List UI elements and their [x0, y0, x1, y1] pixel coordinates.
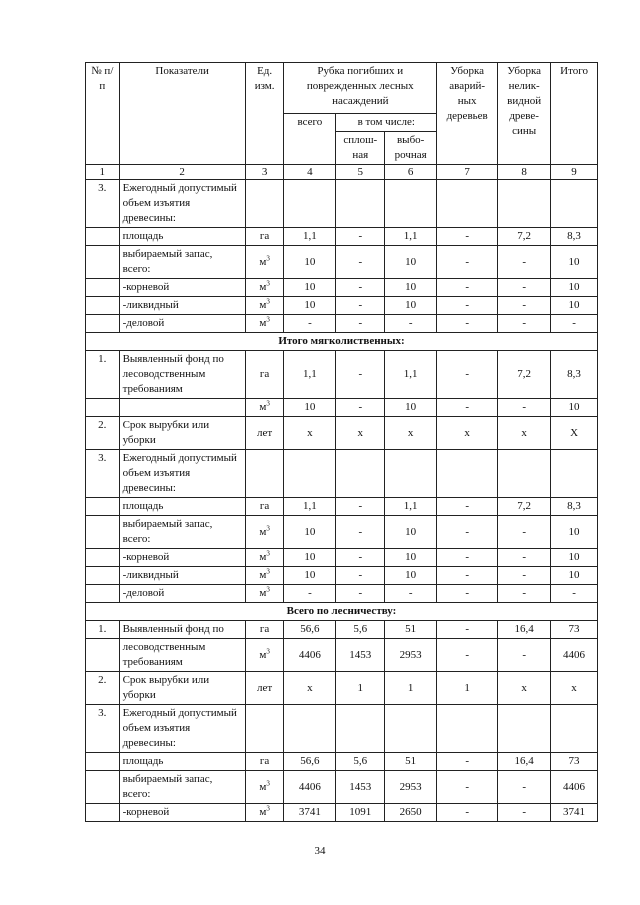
value-cell — [284, 180, 336, 228]
section-title: Всего по лесничеству: — [86, 603, 598, 621]
value-cell: 2650 — [385, 804, 437, 822]
header-unit: Ед. изм. — [245, 63, 284, 165]
row-unit — [245, 621, 284, 639]
row-label: -ликвидный — [119, 567, 245, 585]
value-cell: - — [284, 315, 336, 333]
value-cell: - — [498, 279, 551, 297]
value-cell: - — [284, 585, 336, 603]
table-row — [86, 804, 598, 822]
value-cell: 10 — [284, 297, 336, 315]
value-cell: - — [498, 639, 551, 672]
value-cell: 1453 — [336, 771, 385, 804]
unit-superscript: 3 — [266, 585, 270, 594]
value-cell: 73 — [551, 753, 598, 771]
value-cell: 51 — [385, 621, 437, 639]
value-cell: - — [551, 315, 598, 333]
unit-text: м — [259, 525, 267, 538]
row-number — [86, 771, 120, 804]
value-cell: - — [336, 297, 385, 315]
row-unit — [245, 228, 284, 246]
value-cell — [336, 180, 385, 228]
unit-text: га — [259, 368, 270, 380]
value-cell: 4406 — [284, 639, 336, 672]
header-emergency: Уборка аварий-ных деревьев — [437, 63, 498, 165]
row-unit — [245, 297, 284, 315]
column-number-cell: 7 — [437, 165, 498, 180]
column-number-cell: 8 — [498, 165, 551, 180]
value-cell: 10 — [551, 567, 598, 585]
table-row — [86, 567, 598, 585]
value-cell: - — [498, 315, 551, 333]
unit-superscript: 3 — [266, 778, 270, 787]
value-cell: 4406 — [284, 771, 336, 804]
value-cell: 1453 — [336, 639, 385, 672]
unit-text: га — [259, 755, 270, 767]
value-cell — [284, 705, 336, 753]
value-cell: - — [498, 549, 551, 567]
value-cell: х — [498, 672, 551, 705]
unit-superscript: 3 — [266, 549, 270, 558]
row-label: -корневой — [119, 279, 245, 297]
forest-table — [85, 62, 598, 822]
value-cell: 5,6 — [336, 753, 385, 771]
value-cell — [385, 180, 437, 228]
page-number: 34 — [314, 845, 326, 857]
header-indicators: Показатели — [119, 63, 245, 165]
value-cell: - — [498, 399, 551, 417]
value-cell: 2953 — [385, 639, 437, 672]
row-number — [86, 228, 120, 246]
value-cell: 10 — [385, 297, 437, 315]
row-number — [86, 399, 120, 417]
row-unit — [245, 567, 284, 585]
value-cell: 10 — [385, 567, 437, 585]
value-cell: - — [385, 315, 437, 333]
value-cell: 10 — [551, 516, 598, 549]
value-cell: 1 — [385, 672, 437, 705]
row-label: -деловой — [119, 585, 245, 603]
value-cell: 10 — [385, 279, 437, 297]
row-number — [86, 639, 120, 672]
value-cell — [336, 450, 385, 498]
table-header — [86, 63, 598, 180]
header-total: Итого — [551, 63, 598, 165]
value-cell: - — [437, 498, 498, 516]
table-row — [86, 621, 598, 639]
value-cell: - — [336, 246, 385, 279]
table-row — [86, 246, 598, 279]
value-cell: х — [284, 672, 336, 705]
value-cell — [551, 180, 598, 228]
row-unit — [245, 246, 284, 279]
row-unit — [245, 180, 284, 228]
unit-superscript: 3 — [266, 804, 270, 813]
row-label: -корневой — [119, 804, 245, 822]
value-cell: 73 — [551, 621, 598, 639]
value-cell: 1,1 — [385, 498, 437, 516]
value-cell: 1,1 — [284, 498, 336, 516]
row-number: 3. — [86, 450, 120, 498]
table-row — [86, 417, 598, 450]
unit-text: м — [259, 806, 267, 818]
value-cell: - — [437, 399, 498, 417]
column-number-cell: 1 — [86, 165, 120, 180]
value-cell: - — [498, 567, 551, 585]
row-number: 3. — [86, 180, 120, 228]
row-number — [86, 516, 120, 549]
unit-superscript: 3 — [266, 523, 270, 532]
row-unit — [245, 705, 284, 753]
row-label: выбираемый запас, всего: — [119, 246, 245, 279]
value-cell — [385, 705, 437, 753]
unit-text: м — [259, 255, 267, 268]
unit-text: м — [259, 317, 267, 329]
value-cell: - — [336, 585, 385, 603]
row-label: лесоводственным требованиям — [119, 639, 245, 672]
row-number — [86, 279, 120, 297]
row-unit — [245, 399, 284, 417]
value-cell: - — [437, 804, 498, 822]
value-cell: 10 — [284, 246, 336, 279]
value-cell — [437, 180, 498, 228]
header-total-felling: всего — [284, 114, 336, 165]
row-label: Выявленный фонд по лесоводственным требованиям — [119, 351, 245, 399]
value-cell: 10 — [551, 279, 598, 297]
row-label: площадь — [119, 228, 245, 246]
value-cell: 10 — [385, 399, 437, 417]
value-cell: - — [336, 315, 385, 333]
value-cell: 10 — [284, 549, 336, 567]
value-cell: 3741 — [284, 804, 336, 822]
value-cell — [437, 705, 498, 753]
value-cell: Х — [551, 417, 598, 450]
value-cell: 7,2 — [498, 351, 551, 399]
row-number — [86, 804, 120, 822]
unit-text: м — [259, 569, 267, 581]
table-row — [86, 180, 598, 228]
value-cell: 16,4 — [498, 621, 551, 639]
value-cell: х — [336, 417, 385, 450]
value-cell: 8,3 — [551, 351, 598, 399]
value-cell: 5,6 — [336, 621, 385, 639]
unit-text: м — [259, 281, 267, 293]
row-number: 2. — [86, 417, 120, 450]
row-number — [86, 753, 120, 771]
row-label: Ежегодный допустимый объем изъятия древесины: — [119, 180, 245, 228]
row-unit — [245, 804, 284, 822]
value-cell: - — [336, 399, 385, 417]
value-cell: 1,1 — [385, 228, 437, 246]
value-cell: - — [437, 639, 498, 672]
value-cell — [551, 450, 598, 498]
value-cell: - — [336, 351, 385, 399]
table-row — [86, 228, 598, 246]
unit-superscript: 3 — [266, 399, 270, 408]
value-cell: - — [498, 804, 551, 822]
row-label: Ежегодный допустимый объем изъятия древесины: — [119, 450, 245, 498]
value-cell — [498, 180, 551, 228]
unit-superscript: 3 — [266, 253, 270, 262]
section-title: Итого мягколиственных: — [86, 333, 598, 351]
table-row — [86, 399, 598, 417]
value-cell: - — [437, 549, 498, 567]
value-cell: 10 — [551, 297, 598, 315]
column-number-cell: 2 — [119, 165, 245, 180]
unit-text: га — [259, 623, 270, 635]
table-row — [86, 705, 598, 753]
row-number — [86, 246, 120, 279]
value-cell: 10 — [551, 549, 598, 567]
value-cell: - — [437, 585, 498, 603]
column-number-cell: 3 — [245, 165, 284, 180]
value-cell: 8,3 — [551, 228, 598, 246]
table-row — [86, 297, 598, 315]
row-label: -корневой — [119, 549, 245, 567]
header-felling: Рубка погибших и поврежденных лесных насаждений — [284, 63, 437, 114]
unit-text: м — [259, 401, 267, 413]
value-cell: 1091 — [336, 804, 385, 822]
row-label: Выявленный фонд по — [119, 621, 245, 639]
row-number — [86, 297, 120, 315]
row-number: 2. — [86, 672, 120, 705]
unit-text: га — [259, 500, 270, 512]
value-cell: 4406 — [551, 639, 598, 672]
unit-text: га — [259, 230, 270, 242]
row-number — [86, 498, 120, 516]
value-cell: - — [437, 753, 498, 771]
row-label: Ежегодный допустимый объем изъятия древесины: — [119, 705, 245, 753]
value-cell: 10 — [385, 516, 437, 549]
value-cell: - — [336, 498, 385, 516]
value-cell: 4406 — [551, 771, 598, 804]
table-row — [86, 672, 598, 705]
row-unit — [245, 315, 284, 333]
row-unit — [245, 585, 284, 603]
header-num: № п/п — [86, 63, 120, 165]
row-unit — [245, 639, 284, 672]
value-cell: - — [336, 567, 385, 585]
section-row — [86, 333, 598, 351]
row-unit — [245, 753, 284, 771]
table-row — [86, 351, 598, 399]
value-cell: - — [336, 279, 385, 297]
section-row — [86, 603, 598, 621]
table-row — [86, 771, 598, 804]
unit-superscript: 3 — [266, 567, 270, 576]
value-cell: - — [498, 585, 551, 603]
value-cell: 56,6 — [284, 753, 336, 771]
row-label: Срок вырубки или уборки — [119, 672, 245, 705]
value-cell: х — [551, 672, 598, 705]
table-body — [86, 180, 598, 822]
value-cell: 16,4 — [498, 753, 551, 771]
value-cell: х — [498, 417, 551, 450]
unit-text: м — [259, 648, 267, 661]
unit-text: лет — [257, 681, 273, 694]
row-unit — [245, 351, 284, 399]
value-cell: - — [498, 297, 551, 315]
value-cell: 7,2 — [498, 498, 551, 516]
value-cell: - — [437, 567, 498, 585]
value-cell: 2953 — [385, 771, 437, 804]
row-label: выбираемый запас, всего: — [119, 516, 245, 549]
table-row — [86, 516, 598, 549]
row-unit — [245, 417, 284, 450]
row-number — [86, 315, 120, 333]
value-cell — [498, 705, 551, 753]
header-selective: выбо-рочная — [385, 132, 437, 165]
value-cell: - — [498, 246, 551, 279]
table-row — [86, 549, 598, 567]
value-cell: - — [437, 771, 498, 804]
unit-superscript: 3 — [266, 646, 270, 655]
value-cell: 56,6 — [284, 621, 336, 639]
table-row — [86, 639, 598, 672]
value-cell: - — [551, 585, 598, 603]
value-cell: - — [336, 228, 385, 246]
row-label: площадь — [119, 753, 245, 771]
value-cell: - — [437, 315, 498, 333]
row-number — [86, 585, 120, 603]
unit-text: лет — [257, 426, 273, 439]
row-number — [86, 549, 120, 567]
row-unit — [245, 498, 284, 516]
column-numbers-row — [86, 165, 598, 180]
value-cell: 10 — [551, 399, 598, 417]
header-clear: сплош-ная — [336, 132, 385, 165]
row-number: 3. — [86, 705, 120, 753]
row-label: -деловой — [119, 315, 245, 333]
row-unit — [245, 672, 284, 705]
header-nonliquid: Уборка нелик-видной древе-сины — [498, 63, 551, 165]
value-cell: - — [336, 516, 385, 549]
value-cell: х — [385, 417, 437, 450]
column-number-cell: 4 — [284, 165, 336, 180]
row-unit — [245, 516, 284, 549]
row-label: площадь — [119, 498, 245, 516]
value-cell: - — [437, 297, 498, 315]
unit-superscript: 3 — [266, 297, 270, 306]
value-cell: 1 — [437, 672, 498, 705]
row-number: 1. — [86, 621, 120, 639]
value-cell: 8,3 — [551, 498, 598, 516]
value-cell: х — [284, 417, 336, 450]
column-number-cell: 5 — [336, 165, 385, 180]
table-row — [86, 279, 598, 297]
column-number-cell: 6 — [385, 165, 437, 180]
row-label — [119, 399, 245, 417]
row-label: -ликвидный — [119, 297, 245, 315]
row-number: 1. — [86, 351, 120, 399]
value-cell: 1,1 — [284, 228, 336, 246]
table-row — [86, 498, 598, 516]
value-cell: - — [437, 351, 498, 399]
table-row — [86, 585, 598, 603]
unit-superscript: 3 — [266, 279, 270, 288]
value-cell: 3741 — [551, 804, 598, 822]
row-label: выбираемый запас, всего: — [119, 771, 245, 804]
value-cell: 1 — [336, 672, 385, 705]
value-cell: - — [437, 621, 498, 639]
column-number-cell: 9 — [551, 165, 598, 180]
row-unit — [245, 771, 284, 804]
value-cell — [437, 450, 498, 498]
header-including: в том числе: — [336, 114, 437, 132]
value-cell: - — [437, 279, 498, 297]
value-cell — [385, 450, 437, 498]
value-cell: - — [437, 228, 498, 246]
value-cell: - — [385, 585, 437, 603]
unit-text: м — [259, 299, 267, 311]
value-cell: 10 — [551, 246, 598, 279]
value-cell: 10 — [385, 549, 437, 567]
row-number — [86, 567, 120, 585]
row-unit — [245, 450, 284, 498]
unit-text: м — [259, 551, 267, 563]
value-cell: 10 — [284, 516, 336, 549]
value-cell: - — [498, 516, 551, 549]
value-cell: - — [336, 549, 385, 567]
row-unit — [245, 279, 284, 297]
unit-text: м — [259, 780, 267, 793]
value-cell: 1,1 — [284, 351, 336, 399]
row-unit — [245, 549, 284, 567]
value-cell: 7,2 — [498, 228, 551, 246]
unit-text: м — [259, 587, 267, 599]
value-cell: - — [498, 771, 551, 804]
value-cell: х — [437, 417, 498, 450]
value-cell — [551, 705, 598, 753]
value-cell — [498, 450, 551, 498]
value-cell: 10 — [284, 399, 336, 417]
value-cell: - — [437, 246, 498, 279]
value-cell: 10 — [284, 279, 336, 297]
row-label: Срок вырубки или уборки — [119, 417, 245, 450]
table-row — [86, 315, 598, 333]
value-cell — [284, 450, 336, 498]
table-row — [86, 753, 598, 771]
value-cell: 51 — [385, 753, 437, 771]
value-cell: 1,1 — [385, 351, 437, 399]
value-cell: - — [437, 516, 498, 549]
value-cell: 10 — [284, 567, 336, 585]
value-cell: 10 — [385, 246, 437, 279]
value-cell — [336, 705, 385, 753]
table-row — [86, 450, 598, 498]
unit-superscript: 3 — [266, 315, 270, 324]
